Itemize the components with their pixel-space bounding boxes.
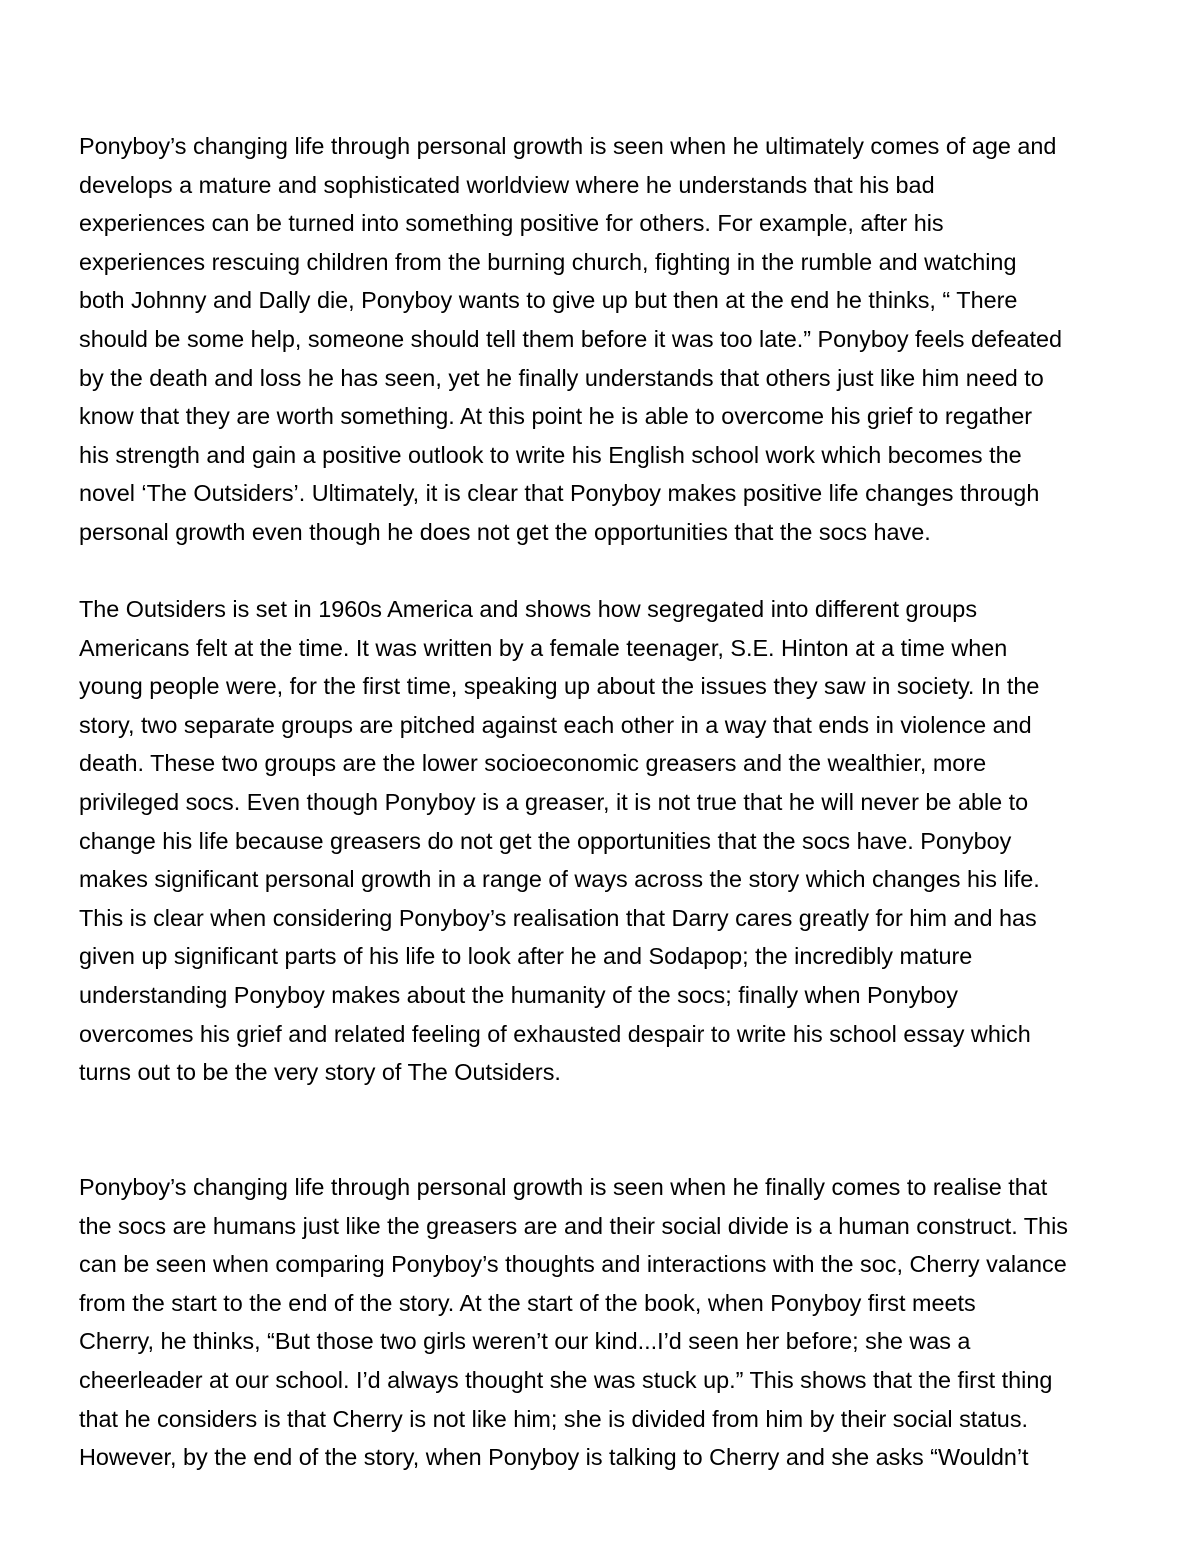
paragraph-line: given up significant parts of his life to look after he and Sodapop; the incredibly mature	[79, 943, 973, 970]
paragraph-line: experiences can be turned into something positive for others. For example, after his	[79, 210, 944, 237]
paragraph-line: makes significant personal growth in a range of ways across the story which changes his life.	[79, 866, 1040, 893]
paragraph-1	[79, 127, 1149, 552]
paragraph-line: overcomes his grief and related feeling of exhausted despair to write his school essay which	[79, 1020, 1031, 1047]
paragraph-line: know that they are worth something. At this point he is able to overcome his grief to regather	[79, 403, 1033, 430]
paragraph-line: that he considers is that Cherry is not like him; she is divided from him by their social status.	[79, 1405, 1029, 1432]
paragraph-line: cheerleader at our school. I’d always thought she was stuck up.” This shows that the first thing	[79, 1366, 1053, 1393]
paragraph-line: experiences rescuing children from the burning church, fighting in the rumble and watching	[79, 248, 1017, 275]
paragraph-line: death. These two groups are the lower socioeconomic greasers and the wealthier, more	[79, 750, 987, 777]
paragraph-line: Cherry, he thinks, “But those two girls weren’t our kind...I’d seen her before; she was a	[79, 1328, 971, 1355]
paragraph-line: turns out to be the very story of The Outsiders.	[79, 1059, 561, 1086]
paragraph-line: from the start to the end of the story. At the start of the book, when Ponyboy first meets	[79, 1289, 976, 1316]
paragraph-line: understanding Ponyboy makes about the humanity of the socs; finally when Ponyboy	[79, 981, 958, 1008]
paragraph-line: This is clear when considering Ponyboy’s realisation that Darry cares greatly for him and has	[79, 904, 1037, 931]
paragraph-line: novel ‘The Outsiders’. Ultimately, it is clear that Ponyboy makes positive life changes through	[79, 480, 1040, 507]
paragraph-line: story, two separate groups are pitched against each other in a way that ends in violence and	[79, 711, 1032, 738]
paragraph-line: change his life because greasers do not get the opportunities that the socs have. Ponyboy	[79, 827, 1012, 854]
paragraph-line: Ponyboy’s changing life through personal growth is seen when he finally comes to realise that	[79, 1174, 1048, 1200]
paragraph-line: However, by the end of the story, when Ponyboy is talking to Cherry and she asks “Wouldn’t	[79, 1444, 1029, 1471]
paragraph-line: The Outsiders is set in 1960s America and shows how segregated into different groups	[79, 596, 978, 622]
paragraph-line: young people were, for the first time, speaking up about the issues they saw in society. In the	[79, 673, 1040, 700]
paragraph-line: privileged socs. Even though Ponyboy is a greaser, it is not true that he will never be able to	[79, 788, 1029, 815]
paragraph-line: both Johnny and Dally die, Ponyboy wants to give up but then at the end he thinks, “ There	[79, 287, 1018, 314]
paragraph-3	[79, 1168, 1149, 1477]
paragraph-line: should be some help, someone should tell them before it was too late.” Ponyboy feels defeated	[79, 325, 1063, 352]
paragraph-line: by the death and loss he has seen, yet he finally understands that others just like him need to	[79, 364, 1044, 391]
paragraph-line: the socs are humans just like the greasers are and their social divide is a human construct. This	[79, 1212, 1068, 1239]
paragraph-2	[79, 590, 1149, 1092]
paragraph-line: develops a mature and sophisticated worldview where he understands that his bad	[79, 171, 935, 198]
paragraph-line: Ponyboy’s changing life through personal growth is seen when he ultimately comes of age and	[79, 133, 1057, 159]
paragraph-line: personal growth even though he does not get the opportunities that the socs have.	[79, 518, 931, 545]
paragraph-line: Americans felt at the time. It was written by a female teenager, S.E. Hinton at a time when	[79, 634, 1008, 661]
paragraph-line: can be seen when comparing Ponyboy’s thoughts and interactions with the soc, Cherry valance	[79, 1251, 1067, 1278]
paragraph-line: his strength and gain a positive outlook to write his English school work which becomes the	[79, 441, 1022, 468]
